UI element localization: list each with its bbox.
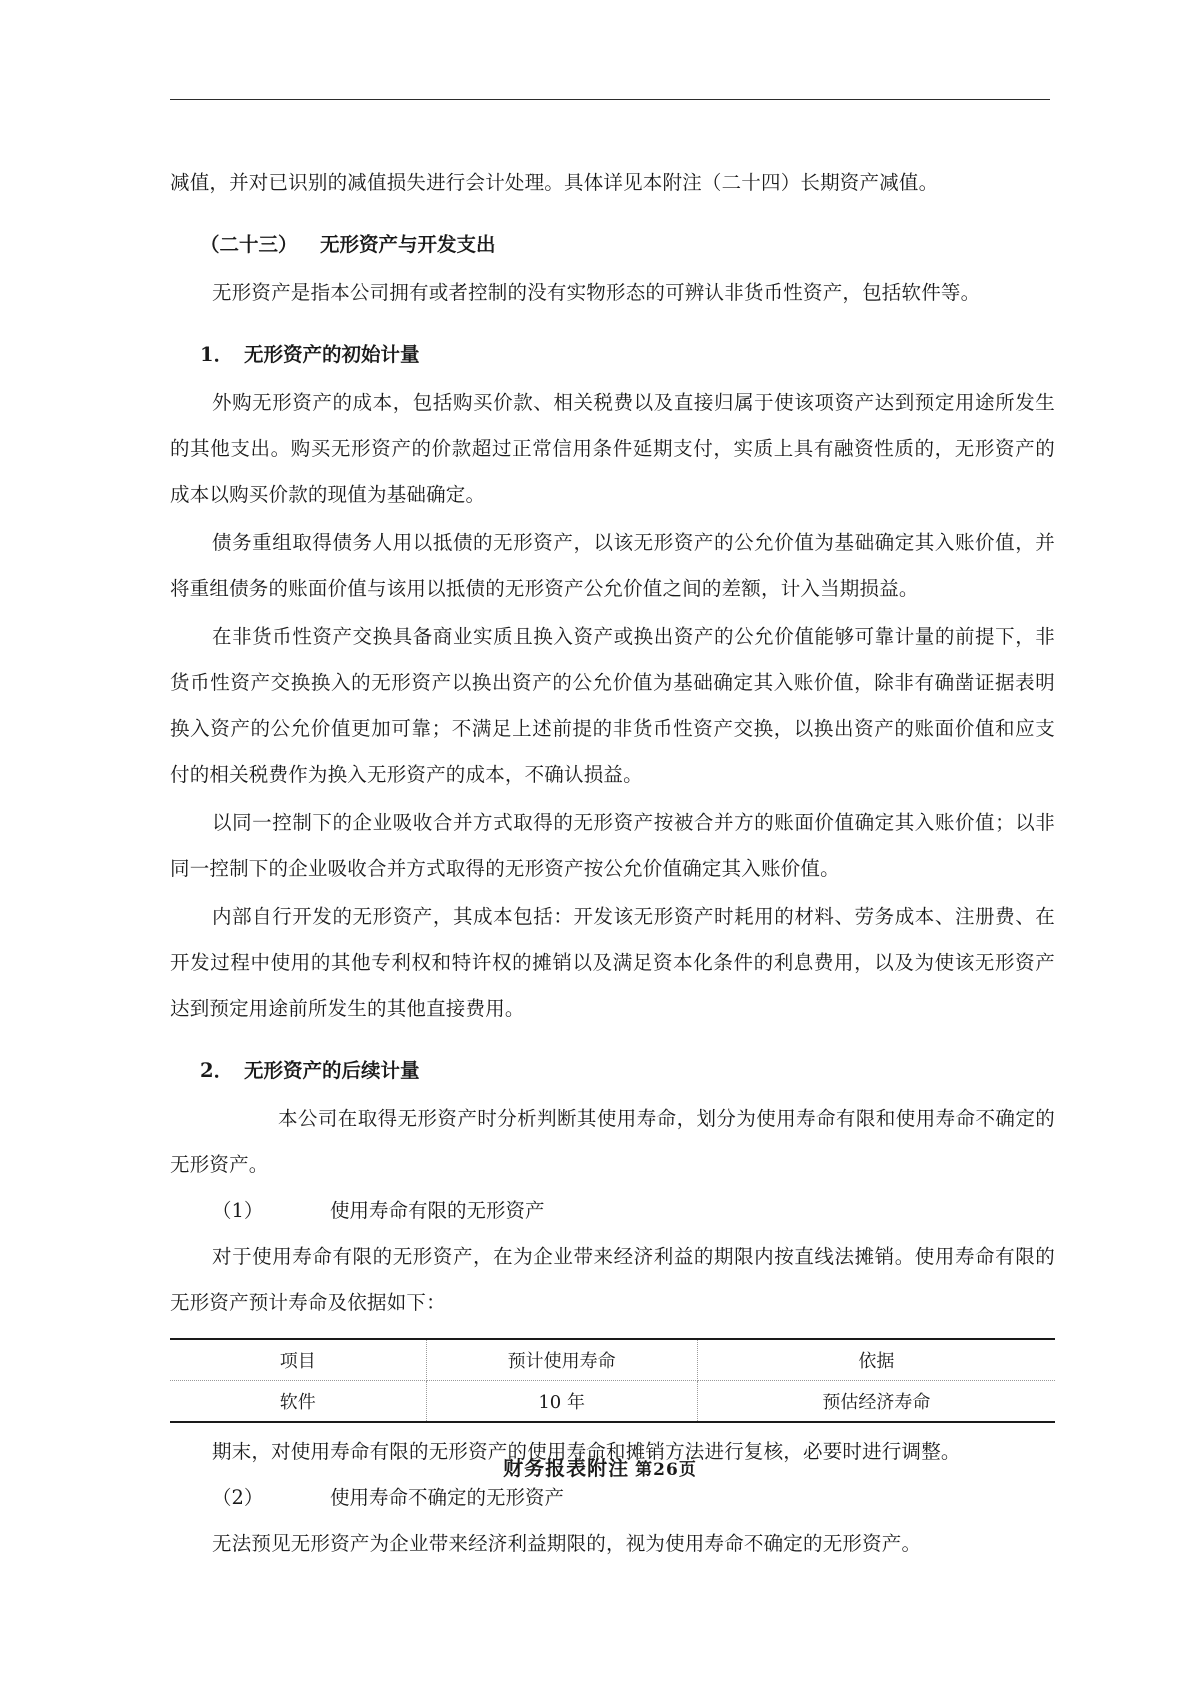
item1-paragraph-1: 外购无形资产的成本，包括购买价款、相关税费以及直接归属于使该项资产达到预定用途所发生的其他支出。购买无形资产的价款超过正常信用条件延期支付，实质上具有融资性质的，无形资产的成本以购买价款的现值为基础确定。	[170, 391, 1055, 506]
table-body	[170, 1381, 1055, 1423]
section-intro: 无形资产是指本公司拥有或者控制的没有实物形态的可辨认非货币性资产，包括软件等。	[212, 281, 981, 304]
section-number: （二十三）	[200, 233, 298, 256]
page-footer	[0, 1452, 1200, 1481]
header-divider	[170, 99, 1050, 100]
item1-paragraph-2: 债务重组取得债务人用以抵债的无形资产，以该无形资产的公允价值为基础确定其入账价值，并将重组债务的账面价值与该用以抵债的无形资产公允价值之间的差额，计入当期损益。	[170, 531, 1055, 600]
useful-life-table	[170, 1338, 1055, 1423]
table-row	[170, 1381, 1055, 1423]
item2-sub1-title: 使用寿命有限的无形资产	[330, 1199, 545, 1222]
item1-heading	[170, 332, 1055, 378]
table-header-row	[170, 1339, 1055, 1381]
item1-paragraph-3: 在非货币性资产交换具备商业实质且换入资产或换出资产的公允价值能够可靠计量的前提下，非货币性资产交换换入的无形资产以换出资产的公允价值为基础确定其入账价值，除非有确凿证据表明换入资产的公允价值更加可靠；不满足上述前提的非货币性资产交换，以换出资产的账面价值和应支付的相关税费作为换入无形资产的成本，不确认损益。	[170, 625, 1055, 786]
section-title: 无形资产与开发支出	[320, 233, 496, 256]
section-heading	[170, 222, 1055, 268]
item2-number: 2．	[200, 1059, 234, 1082]
table-header-cell: 依据	[697, 1339, 1055, 1381]
item2-sub1-label: （1）	[212, 1199, 264, 1222]
item1-number: 1．	[200, 343, 234, 366]
table-header-cell: 项目	[170, 1339, 426, 1381]
page-number: 第26页	[635, 1460, 697, 1480]
item2-sub2-heading	[170, 1475, 1055, 1521]
item1-paragraph-4: 以同一控制下的企业吸收合并方式取得的无形资产按被合并方的账面价值确定其入账价值；以非同一控制下的企业吸收合并方式取得的无形资产按公允价值确定其入账价值。	[170, 811, 1055, 880]
table-cell: 软件	[170, 1381, 426, 1423]
table-head	[170, 1339, 1055, 1381]
table-cell: 预估经济寿命	[697, 1381, 1055, 1423]
item1-title: 无形资产的初始计量	[244, 343, 420, 366]
item2-sub2-paragraph: 无法预见无形资产为企业带来经济利益期限的，视为使用寿命不确定的无形资产。	[212, 1532, 922, 1555]
item2-sub2-title: 使用寿命不确定的无形资产	[330, 1486, 565, 1509]
top-paragraph: 减值，并对已识别的减值损失进行会计处理。具体详见本附注（二十四）长期资产减值。	[170, 171, 939, 194]
item2-heading	[170, 1048, 1055, 1094]
item1-paragraph-5: 内部自行开发的无形资产，其成本包括：开发该无形资产时耗用的材料、劳务成本、注册费、在开发过程中使用的其他专利权和特许权的摊销以及满足资本化条件的利息费用，以及为使该无形资产达到预定用途前所发生的其他直接费用。	[170, 905, 1055, 1020]
footer-label: 财务报表附注	[503, 1456, 630, 1480]
item2-sub1-heading	[170, 1188, 1055, 1234]
item2-lead: 本公司在取得无形资产时分析判断其使用寿命，划分为使用寿命有限和使用寿命不确定的无形资产。	[170, 1107, 1055, 1176]
table-cell: 10 年	[426, 1381, 697, 1423]
item2-title: 无形资产的后续计量	[244, 1059, 420, 1082]
page-content	[170, 160, 1055, 1567]
item2-sub2-label: （2）	[212, 1486, 264, 1509]
after-table-paragraph: 期末，对使用寿命有限的无形资产的使用寿命和摊销方法进行复核，必要时进行调整。	[212, 1440, 961, 1463]
table-header-cell: 预计使用寿命	[426, 1339, 697, 1381]
item2-sub1-paragraph: 对于使用寿命有限的无形资产，在为企业带来经济利益的期限内按直线法摊销。使用寿命有限的无形资产预计寿命及依据如下：	[170, 1245, 1055, 1314]
